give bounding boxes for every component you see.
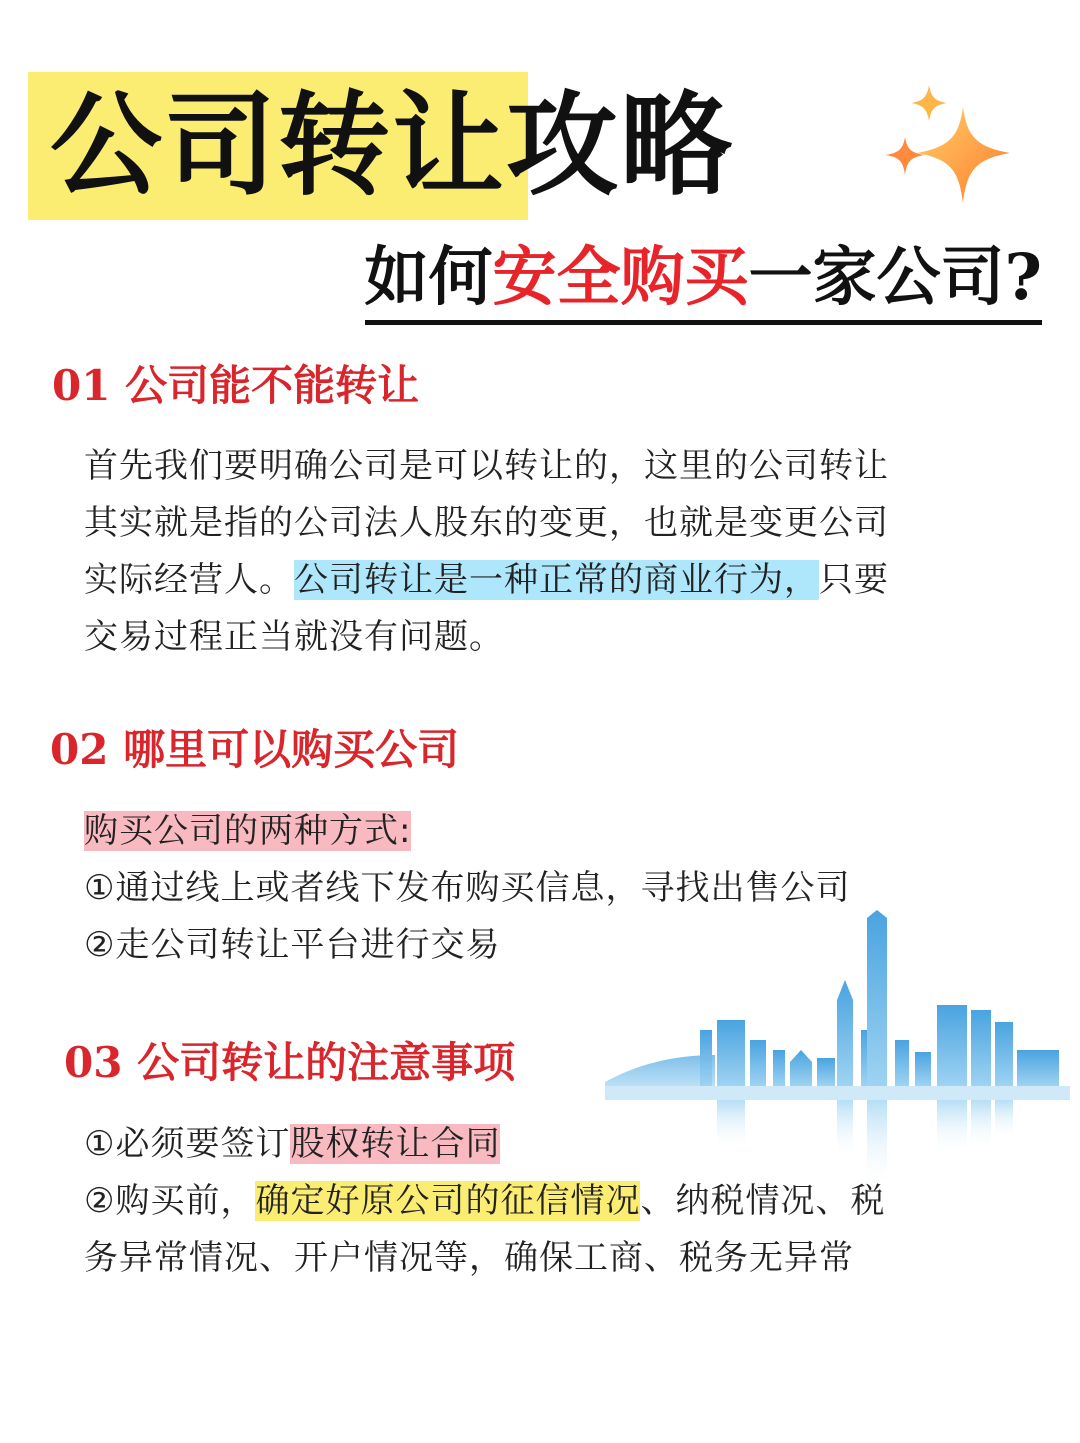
section-02-heading: 02 哪里可以购买公司	[50, 725, 460, 774]
section-03-item-2-pre: ②购买前，	[84, 1181, 256, 1221]
section-03-item-1	[84, 1116, 1014, 1173]
section-03-item-1-highlight: 股权转让合同	[290, 1124, 501, 1164]
section-03-item-2-line-2: 务异常情况、开户情况等，确保工商、税务无异常	[84, 1238, 854, 1278]
section-02-intro-line	[84, 803, 1014, 860]
section-03-item-2-post: 、纳税情况、税	[640, 1181, 886, 1221]
section-01-body	[84, 438, 1014, 666]
subtitle-red: 安全购买	[492, 240, 749, 315]
page-title	[50, 78, 734, 214]
section-02-intro: 购买公司的两种方式:	[84, 811, 412, 851]
section-02-item-1: ①通过线上或者线下发布购买信息，寻找出售公司	[84, 868, 851, 908]
section-02-item-2: ②走公司转让平台进行交易	[84, 925, 501, 965]
section-01-line-4: 交易过程正当就没有问题。	[84, 617, 504, 657]
section-01-highlight: 公司转让是一种正常的商业行为，	[294, 560, 819, 600]
section-01-line-3	[84, 552, 1014, 609]
section-03-item-1-pre: ①必须要签订	[84, 1124, 291, 1164]
subtitle-part1: 如何	[364, 240, 493, 315]
section-01-line-3-post: 只要	[819, 560, 889, 600]
subtitle	[365, 238, 1043, 325]
sparkle-icon	[885, 85, 1020, 210]
section-03-item-2	[84, 1173, 1014, 1230]
section-03-body	[84, 1116, 1014, 1287]
title-highlighted-text: 公司转让	[50, 81, 506, 211]
section-03-heading: 03 公司转让的注意事项	[64, 1038, 516, 1087]
subtitle-part2: 一家公司?	[748, 240, 1042, 315]
section-03-item-2-highlight: 确定好原公司的征信情况	[255, 1181, 641, 1221]
title-rest-text: 攻略	[506, 81, 734, 211]
section-01-line-2: 其实就是指的公司法人股东的变更，也就是变更公司	[84, 503, 889, 543]
section-01-line-1: 首先我们要明确公司是可以转让的，这里的公司转让	[84, 446, 889, 486]
section-01-heading: 01 公司能不能转让	[52, 361, 420, 410]
section-01-line-3-pre: 实际经营人。	[84, 560, 294, 600]
